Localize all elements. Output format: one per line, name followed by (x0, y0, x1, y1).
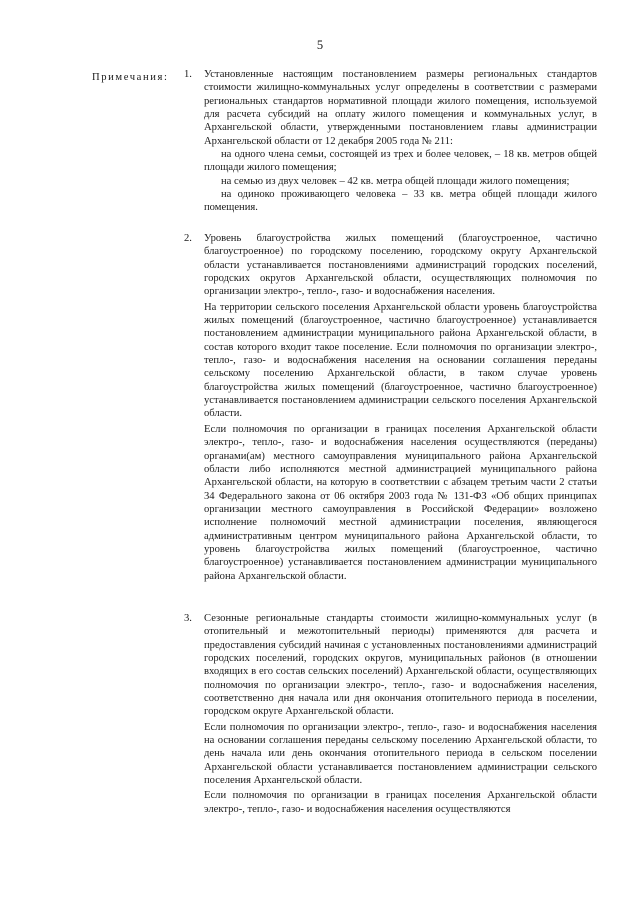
note-paragraph: Установленные настоящим постановлением размеры региональных стандартов стоимости жилищно-коммунальных услуг определены в соответствии с размерами региональных стандартов нормативной площади жилого помещения, используемой для расчета субсидий на оплату жилого помещения и коммунальных услуг, в Архангельской области, утвержденными постановлением главы администрации Архангельской области от 12 декабря 2005 года № 211: (204, 69, 597, 147)
note-paragraph: Если полномочия по организации в границах поселения Архангельской области электро-, тепло-, газо- и водоснабжения населения осуществляются (переданы) органами(ам) местного самоуправления муниципального района Архангельской области либо исполняются местной администрацией муниципального района Архангельской области, на которую в соответствии с абзацем третьим части 2 статьи 34 Федерального закона от 06 октября 2003 года № 131-ФЗ «Об общих принципах организации местного самоуправления в Российской Федерации» возложено исполнение полномочий местной администрации поселения, являющегося административным центром муниципального района Архангельской области, то уровень благоустройства жилых помещений (благоустроенное, частично благоустроенное) устанавливается постановлением администрации муниципального района Архангельской области. (204, 423, 597, 582)
note-item-3 (184, 612, 597, 816)
note-list-item: на одиноко проживающего человека – 33 кв. метра общей площади жилого помещения. (204, 189, 597, 214)
note-number: 1. (184, 69, 192, 80)
notes-label: Примечания: (92, 72, 169, 83)
note-number: 2. (184, 233, 192, 244)
note-item-1 (184, 68, 597, 215)
note-paragraph: Если полномочия по организации в границах поселения Архангельской области электро-, тепло-, газо- и водоснабжения населения осуществляются (204, 790, 597, 815)
note-list-item: на семью из двух человек – 42 кв. метра общей площади жилого помещения; (221, 175, 570, 187)
note-paragraph: Сезонные региональные стандарты стоимости жилищно-коммунальных услуг (в отопительный и межотопительный периоды) применяются для расчета и предоставления субсидий начиная с установленных постановлениями администраций городских поселений, городских округов, муниципальных районов (в отношении входящих в его состав сельских поселений) Архангельской области, осуществляющих полномочия по организации электро-, тепло-, газо- и водоснабжения населения, соответственно дня начала или дня окончания отопительного периода в поселении, городском округе Архангельской области. (204, 613, 597, 718)
note-paragraph: Если полномочия по организации электро-, тепло-, газо- и водоснабжения населения на основании соглашения переданы сельскому поселению Архангельской области, то день начала или день окончания отопительного периода в сельском поселении Архангельской области устанавливается постановлением администрации сельского поселения Архангельской области. (204, 721, 597, 787)
note-paragraph: Уровень благоустройства жилых помещений (благоустроенное, частично благоустроенное) по городскому поселению, городскому округу Архангельской области устанавливается постановлениями администраций городских поселений, городских округов Архангельской области, осуществляющих полномочия по организации электро-, тепло-, газо- и водоснабжения населения. (204, 233, 597, 298)
note-number: 3. (184, 613, 192, 624)
note-item-2 (184, 232, 597, 583)
note-list-item: на одного члена семьи, состоящей из трех и более человек, – 18 кв. метров общей площади жилого помещения; (204, 149, 597, 174)
page-number: 5 (316, 38, 324, 52)
note-paragraph: На территории сельского поселения Архангельской области уровень благоустройства жилых помещений (благоустроенное, частично благоустроенное) устанавливается постановлением администрации муниципального района Архангельской области, в состав которого входит такое поселение. Если полномочия по организации электро-, тепло-, газо- и водоснабжения населения на основании соглашения переданы сельскому поселению Архангельской области, в таком случае уровень благоустройства жилых помещений (благоустроенное, частично благоустроенное) устанавливается постановлением администрации сельского поселения Архангельской области. (204, 301, 597, 420)
